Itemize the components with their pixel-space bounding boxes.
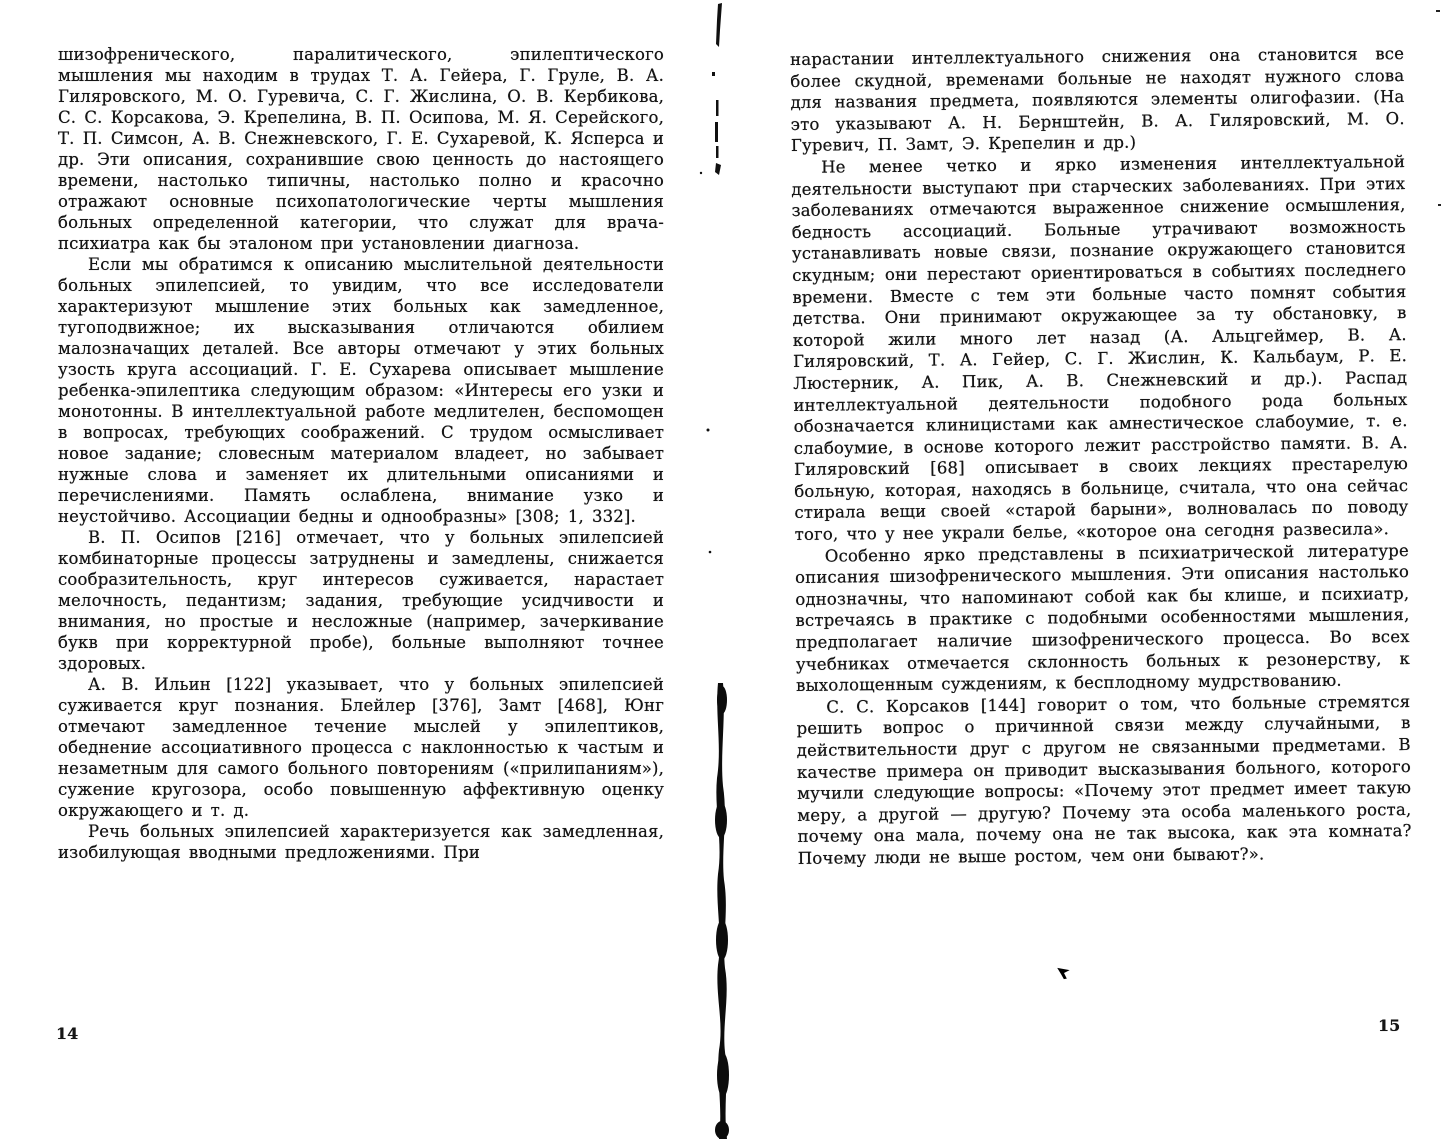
page-right — [790, 43, 1412, 869]
paragraph: Если мы обратимся к описанию мыслительной деятельности больных эпилепсией, то увидим, что все исследователи характеризуют мышление этих больных как замедленное, тугоподвижное; их высказывания отличаются обилием малозначащих деталей. Все авторы отмечают у этих больных узость круга ассоциаций. Г. Е. Сухарева описывает мышление ребенка-эпилептика следующим образом: «Интересы его узки и монотонны. В интеллектуальной работе медлителен, беспомощен в вопросах, требующих соображений. С трудом осмысливает новое задание; словесным материалом владеет, но забывает нужные слова и заменяет их длительными описаниями и перечислениями. Память ослаблена, внимание узко и неустойчиво. Ассоциации бедны и однообразны» [308; 1, 332]. — [58, 255, 664, 526]
paragraph: Речь больных эпилепсией характеризуется как замедленная, изобилующая вводными предложениями. При — [58, 822, 664, 862]
page-number-left: 14 — [56, 1024, 79, 1043]
binding-gutter-smudge — [695, 0, 745, 1139]
page-left — [58, 44, 664, 863]
paragraph: А. В. Ильин [122] указывает, что у больных эпилепсией суживается круг познания. Блейлер [376], Замт [468], Юнг отмечают замедленное течение мыслей у эпилептиков, обеднение ассоциативного процесса с наклонностью к частым и незаметным для самого больного повторениям («прилипаниям»), сужение кругозора, особо повышенную аффективную оценку окружающего и т. д. — [58, 675, 664, 820]
paragraph: В. П. Осипов [216] отмечает, что у больных эпилепсией комбинаторные процессы затруднены и замедлены, снижается сообразительность, круг интересов суживается, нарастает мелочность, педантизм; задания, требующие усидчивости и внимания, но простые и несложные (например, зачеркивание букв при корректурной пробе), больные выполняют точнее здоровых. — [58, 528, 664, 673]
page-number-right: 15 — [1378, 1016, 1401, 1035]
paragraph-continuation: нарастании интеллектуального снижения она становится все более скудной, временами больные не находят нужного слова для названия предмета, появляются элементы олигофазии. (На это указывают А. Н. Бернштейн, В. А. Гиляровский, М. О. Гуревич, П. Замт, Э. Крепелин и др.) — [790, 44, 1405, 156]
paragraph: Особенно ярко представлены в психиатрической литературе описания шизофренического мышления. Эти описания настолько однозначны, что напоминают собой как бы клише, и психиатр, встречаясь в практике с подобными особенностями мышления, предполагает наличие шизофренического процесса. Во всех учебниках отмечается склонность больных к резонерству, к выхолощенным суждениям, к бесплодному мудрствованию. — [794, 540, 1410, 696]
paragraph: С. С. Корсаков [144] говорит о том, что больные стремятся решить вопрос о причинной связи между случайными, в действительности друг с другом не связанными предметами. В качестве примера он приводит высказывания больного, которого мучили следующие вопросы: «Почему этот предмет имеет такую меру, а другой — другую? Почему эта особа маленького роста, почему она мала, почему она не так высока, как эта комната? Почему люди не выше ростом, чем они бывают?». — [796, 691, 1412, 868]
paragraph: Не менее четко и ярко изменения интеллектуальной деятельности выступают при старческих заболеваниях. При этих заболеваниях отмечаются выраженное снижение осмышления, бедность ассоциаций. Больные утрачивают возможность устанавливать новые связи, познание окружающего становится скудным; они перестают ориентироваться в событиях последнего времени. Вместе с тем эти больные часто помнят события детства. Они принимают окружающее за ту обстановку, в которой жили много лет назад (А. Альцгеймер, В. А. Гиляровский, Т. А. Гейер, С. Г. Жислин, К. Кальбаум, Р. Е. Люстерник, А. Пик, А. В. Снежневский и др.). Распад интеллектуальной деятельности подобного рода больных обозначается клиницистами как амнестическое слабоумие, т. е. слабоумие, в основе которого лежит расстройство памяти. В. А. Гиляровский [68] описывает в своих лекциях престарелую больную, которая, находясь в больнице, считала, что она сейчас стирала вещи своей «старой барыни», волновалась по поводу того, что у нее украли белье, «которое она сегодня развесила». — [791, 152, 1409, 544]
dust-speck — [1430, 8, 1444, 218]
paragraph-continuation: шизофренического, паралитического, эпилептического мышления мы находим в трудах Т. А. Гейера, Г. Груле, В. А. Гиляровского, М. О. Гуревича, С. Г. Жислина, О. В. Кербикова, С. С. Корсакова, Э. Крепелина, В. П. Осипова, М. Я. Серейского, Т. П. Симсон, А. В. Снежневского, Г. Е. Сухаревой, К. Ясперса и др. Эти описания, сохранившие свою ценность до настоящего времени, настолько типичны, настолько полно и красочно отражают основные психопатологические черты мышления больных определенной категории, что служат для врача-психиатра как бы эталоном при установлении диагноза. — [58, 45, 664, 253]
mouse-cursor — [1057, 966, 1073, 982]
